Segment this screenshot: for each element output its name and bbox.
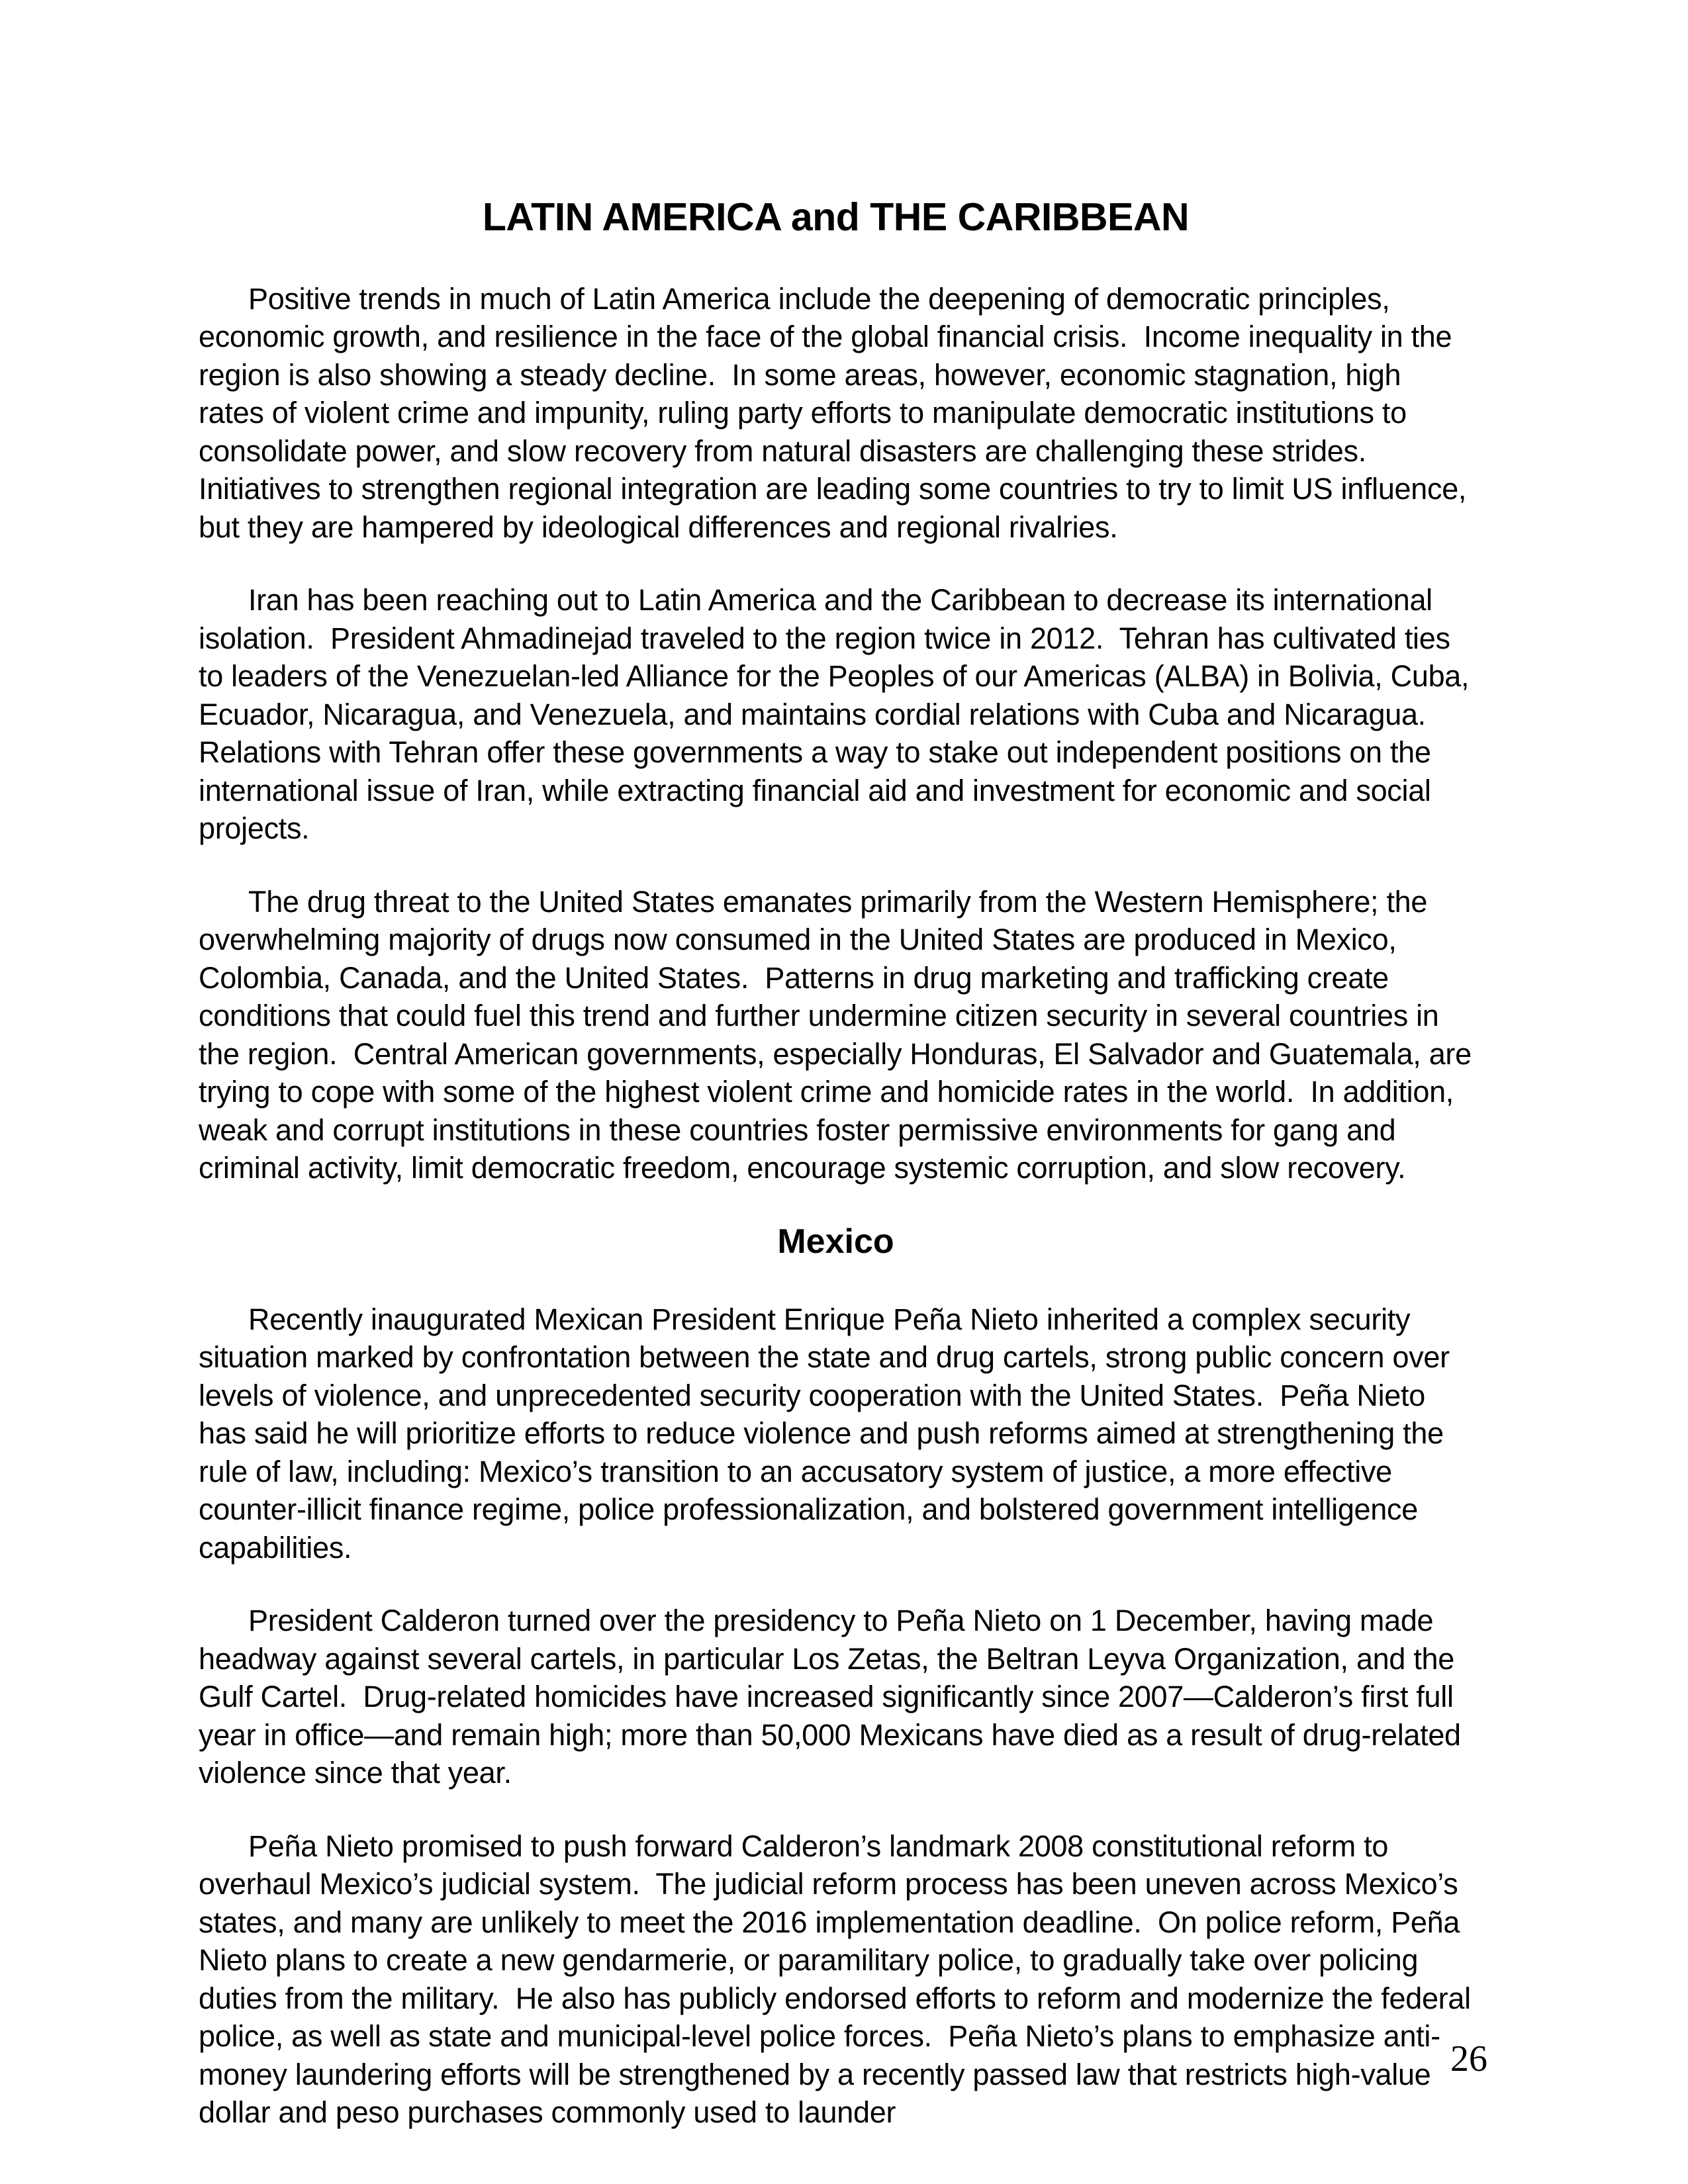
page-content [199, 195, 1480, 2167]
paragraph: Peña Nieto promised to push forward Calderon’s landmark 2008 constitutional reform to overhaul Mexico’s judicial system. The judicial reform process has been uneven across Mexico’s states, and many are unlikely to meet the 2016 implementation deadline. On police reform, Peña Nieto plans to create a new gendarmerie, or paramilitary police, to gradually take over policing duties from the military. He also has publicly endorsed efforts to reform and modernize the federal police, as well as state and municipal-level police forces. Peña Nieto’s plans to emphasize anti-money laundering efforts will be strengthened by a recently passed law that restricts high-value dollar and peso purchases commonly used to launder [199, 1829, 1479, 2130]
paragraph: Recently inaugurated Mexican President Enrique Peña Nieto inherited a complex security situation marked by confrontation between the state and drug cartels, strong public concern over levels of violence, and unprecedented security cooperation with the United States. Peña Nieto has said he will prioritize efforts to reduce violence and push reforms aimed at strengthening the rule of law, including: Mexico’s transition to an accusatory system of justice, a more effective counter-illicit finance regime, police professionalization, and bolstered government intelligence capabilities. [199, 1302, 1458, 1565]
page-title: LATIN AMERICA and THE CARIBBEAN [482, 195, 1190, 239]
paragraph: President Calderon turned over the presidency to Peña Nieto on 1 December, having made headway against several cartels, in particular Los Zetas, the Beltran Leyva Organization, and the Gulf Cartel. Drug-related homicides have increased significantly since 2007—Calderon’s first full year in office—and remain high; more than 50,000 Mexicans have died as a result of drug-related violence since that year. [199, 1604, 1469, 1790]
paragraph: The drug threat to the United States emanates primarily from the Western Hemisphere; the overwhelming majority of drugs now consumed in the United States are produced in Mexico, Colombia, Canada, and the United States. Patterns in drug marketing and trafficking create conditions that could fuel this trend and further undermine citizen security in several countries in the region. Central American governments, especially Honduras, El Salvador and Guatemala, are trying to cope with some of the highest violent crime and homicide rates in the world. In addition, weak and corrupt institutions in these countries foster permissive environments for gang and criminal activity, limit democratic freedom, encourage systemic corruption, and slow recovery. [199, 884, 1480, 1185]
section-heading-mexico: Mexico [777, 1222, 894, 1261]
paragraph: Iran has been reaching out to Latin America and the Caribbean to decrease its international isolation. President Ahmadinejad traveled to the region twice in 2012. Tehran has cultivated ties to leaders of the Venezuelan-led Alliance for the Peoples of our Americas (ALBA) in Bolivia, Cuba, Ecuador, Nicaragua, and Venezuela, and maintains cordial relations with Cuba and Nicaragua. Relations with Tehran offer these governments a way to stake out independent positions on the international issue of Iran, while extracting financial aid and investment for economic and social projects. [199, 583, 1477, 846]
paragraph: Positive trends in much of Latin America include the deepening of democratic principles, economic growth, and resilience in the face of the global financial crisis. Income inequality in the region is also showing a steady decline. In some areas, however, economic stagnation, high rates of violent crime and impunity, ruling party efforts to manipulate democratic institutions to consolidate power, and slow recovery from natural disasters are challenging these strides. Initiatives to strengthen regional integration are leading some countries to try to limit US influence, but they are hampered by ideological differences and regional rivalries. [199, 281, 1475, 544]
page-number: 26 [1450, 2038, 1487, 2079]
